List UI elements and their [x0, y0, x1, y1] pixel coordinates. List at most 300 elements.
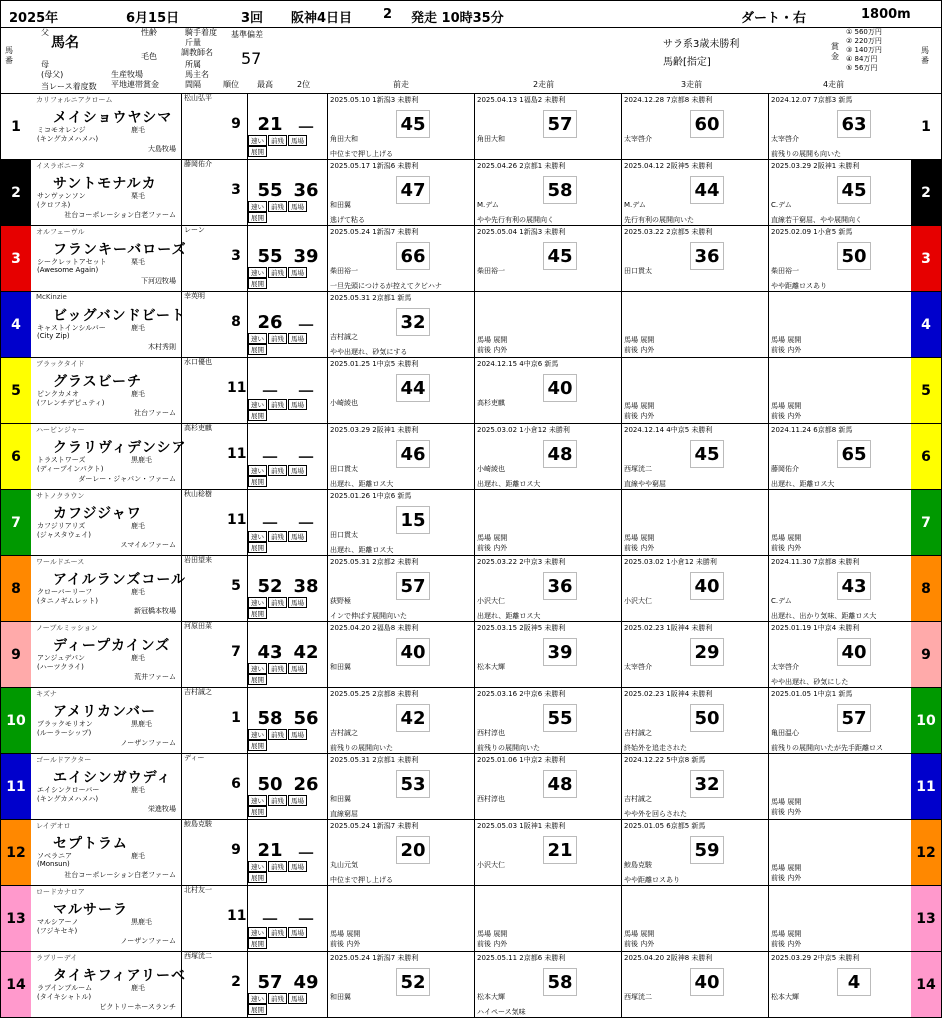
tag: 馬場 [288, 399, 307, 410]
race-note: やや先行有利の展開向く [477, 216, 554, 224]
sire: イスラボニータ [36, 162, 85, 170]
race-date: 2025.03.02 1小倉12 未勝利 [624, 558, 717, 566]
race-date: 2025.05.25 2京都8 未勝利 [330, 690, 419, 698]
second-score: 49 [293, 972, 319, 993]
race-jockey: 柴田裕一 [771, 267, 799, 275]
horse-name: フランキーバローズ [53, 242, 187, 258]
race-jockey: C.デム [771, 201, 792, 209]
horse-row [0, 358, 942, 424]
rank: 11 [227, 446, 247, 462]
tag: 速い [248, 333, 267, 344]
race-note: 出遅れ、出かり気味、距離ロス大 [771, 612, 877, 620]
horse-name: サントモナルカ [53, 176, 157, 192]
horse-name: ディープカインズ [53, 638, 171, 654]
rank: 7 [231, 644, 241, 660]
coat-color: 鹿毛 [131, 852, 145, 860]
race-note: 出遅れ、距離ロス大 [330, 546, 394, 554]
race-cell [621, 160, 768, 225]
owner: 荒井ファーム [134, 673, 176, 681]
owner: 大島牧場 [148, 145, 176, 153]
race-note: 直線窮屈 [330, 810, 358, 818]
race-date: 2025.03.29 2阪神1 未勝利 [330, 426, 419, 434]
jockey: 鮫島克駿 [184, 820, 212, 828]
race-cell [621, 952, 768, 1017]
sire: ゴールドアクター [36, 756, 92, 764]
horse-number: 2 [1, 160, 31, 225]
coat-color: 栗毛 [131, 192, 145, 200]
dam: エイシンクローバー [37, 786, 100, 794]
tag: 前後 内外 [624, 940, 655, 948]
damsire: (Awesome Again) [37, 266, 99, 274]
race-score: 40 [690, 968, 724, 996]
race-date: 2025.01.05 1中京1 新馬 [771, 690, 853, 698]
race-note: 出遅れ、距離ロス大 [330, 480, 394, 488]
race-note: 前残りの展開向いた [330, 744, 393, 752]
second-score: － [297, 118, 315, 139]
race-cell [474, 820, 621, 885]
race-score: 57 [837, 704, 871, 732]
horse-row [0, 160, 942, 226]
owner: 社台ファーム [134, 409, 176, 417]
race-note: 中位まで押し上げる [330, 876, 393, 884]
horse-name: タイキフィアリーベ [53, 968, 187, 984]
race-date: 2025.03.22 2中京3 未勝利 [477, 558, 566, 566]
tag: 前残 [268, 531, 287, 542]
tag: 馬場 展開 [624, 336, 655, 344]
race-note: 先行有利の展開向いた [624, 216, 694, 224]
horse-number-right: 11 [911, 754, 941, 819]
jockey-cell [181, 754, 227, 819]
horse-row [0, 886, 942, 952]
race-note: 出遅れ、距離ロス大 [477, 612, 541, 620]
race-date: 2025.03.29 2中京5 未勝利 [771, 954, 860, 962]
uma-label-right: 馬番 [921, 46, 929, 65]
dam: マルシアーノ [37, 918, 79, 926]
round: 3回 [241, 11, 264, 26]
race-jockey: 田口貫太 [624, 267, 652, 275]
best-score: 58 [257, 708, 283, 729]
race-cell [768, 952, 915, 1017]
tag: 前残 [268, 729, 287, 740]
race-cell [327, 952, 474, 1017]
race-score: 40 [543, 374, 577, 402]
damsire: (クロフネ) [37, 201, 71, 209]
second-score: 39 [293, 246, 319, 267]
race-jockey: 柴田裕一 [330, 267, 358, 275]
second-score: 36 [293, 180, 319, 201]
race-date: 2025.04.12 2阪神5 未勝利 [624, 162, 713, 170]
race-score: 57 [543, 110, 577, 138]
label-name: 馬名 [51, 35, 79, 51]
race-jockey: 太宰啓介 [771, 135, 799, 143]
race-score: 43 [837, 572, 871, 600]
coat-color: 鹿毛 [131, 522, 145, 530]
coat-color: 黒鹿毛 [131, 720, 152, 728]
second-score: － [297, 448, 315, 469]
tag: 速い [248, 663, 267, 674]
race-cell [621, 820, 768, 885]
jockey: 河原田菜 [184, 622, 212, 630]
rank: 1 [231, 710, 241, 726]
label-trainer: 調教師名 [181, 48, 213, 57]
race-date: 2025.01.06 1中京2 未勝利 [477, 756, 566, 764]
race-score: 55 [543, 704, 577, 732]
damsire: (City Zip) [37, 332, 70, 340]
race-jockey: 和田翼 [330, 201, 351, 209]
label-stable: 所属 [185, 60, 201, 69]
horse-number: 13 [1, 886, 31, 951]
race-cell [327, 424, 474, 489]
sire: カリフォルニアクローム [36, 96, 113, 104]
horse-number-right: 7 [911, 490, 941, 555]
tag: 前残 [268, 333, 287, 344]
coat-color: 鹿毛 [131, 126, 145, 134]
jockey-cell [181, 688, 227, 753]
tag: 展開 [248, 212, 267, 223]
tag: 展開 [248, 146, 267, 157]
tag: 前残 [268, 201, 287, 212]
tag: 展開 [248, 278, 267, 289]
jockey-cell [181, 160, 227, 225]
race-note: 前残りの展開も向いた [771, 150, 841, 158]
best-score: 50 [257, 774, 283, 795]
race-jockey: 和田翼 [330, 795, 351, 803]
second-score: － [297, 316, 315, 337]
owner: ノーザンファーム [120, 937, 176, 945]
race-jockey: 太宰啓介 [624, 135, 652, 143]
jockey: レーン [184, 226, 205, 234]
race-cell-empty [621, 490, 768, 555]
tag: 前後 内外 [771, 874, 802, 882]
race-cell [327, 292, 474, 357]
tag: 馬場 [288, 795, 307, 806]
coat-color: 鹿毛 [131, 984, 145, 992]
race-cell [474, 556, 621, 621]
second-score: － [297, 910, 315, 931]
race-score: 4 [837, 968, 871, 996]
race-score: 39 [543, 638, 577, 666]
race-jockey: 鮫島克駿 [624, 861, 652, 869]
col-rank: 順位 [223, 80, 239, 89]
race-cell [474, 358, 621, 423]
tag: 馬場 展開 [477, 930, 508, 938]
race-date: 2024.12.22 5中京8 新馬 [624, 756, 706, 764]
coat-color: 黒鹿毛 [131, 918, 152, 926]
race-date: 2025.04.20 2阪神8 未勝利 [624, 954, 713, 962]
race-cell [768, 688, 915, 753]
col-best: 最高 [257, 80, 273, 89]
race-cell [768, 622, 915, 687]
best-score: 43 [257, 642, 283, 663]
race-jockey: 田口貫太 [330, 465, 358, 473]
damsire: (ハーツクライ) [37, 663, 84, 671]
col-race3: 3走前 [681, 80, 703, 89]
race-cell [327, 358, 474, 423]
owner: 新冠橋本牧場 [134, 607, 176, 615]
race-note: やや出遅れ、砂気にする [330, 348, 408, 356]
race-cell-empty [768, 358, 915, 423]
dam: トラストワーズ [37, 456, 86, 464]
tag: 馬場 展開 [624, 402, 655, 410]
label-owner: 馬主名 [185, 70, 209, 79]
race-cell [768, 94, 915, 159]
year: 2025年 [9, 11, 59, 26]
race-cell [327, 556, 474, 621]
race-jockey: 角田大和 [477, 135, 505, 143]
race-cell-empty [474, 886, 621, 951]
race-score: 53 [396, 770, 430, 798]
race-cell [474, 688, 621, 753]
jockey-cell [181, 820, 227, 885]
sire: オルフェーヴル [36, 228, 85, 236]
race-date: 2025.03.16 2中京6 未勝利 [477, 690, 566, 698]
race-score: 59 [690, 836, 724, 864]
horse-number: 6 [1, 424, 31, 489]
damsire: (タニノギムレット) [37, 597, 99, 605]
score-cell [247, 886, 327, 951]
race-date: 2025.05.17 1新潟6 未勝利 [330, 162, 419, 170]
race-cell [621, 754, 768, 819]
date: 6月15日 [126, 11, 180, 26]
score-cell [247, 292, 327, 357]
race-cell [327, 688, 474, 753]
horse-number: 12 [1, 820, 31, 885]
jockey: 秋山稔樹 [184, 490, 212, 498]
dam: シークレットアセット [37, 258, 107, 266]
score-cell [247, 556, 327, 621]
label-color: 毛色 [141, 52, 157, 61]
race-jockey: 和田翼 [330, 663, 351, 671]
race-cell [327, 622, 474, 687]
tag: 馬場 展開 [771, 864, 802, 872]
label-interval: 間隔 [185, 80, 201, 89]
horse-name: クラリヴィデンシア [53, 440, 187, 456]
dam: ピンクカメオ [37, 390, 79, 398]
race-score: 52 [396, 968, 430, 996]
race-jockey: 丸山元気 [330, 861, 358, 869]
tag: 馬場 展開 [771, 798, 802, 806]
tag: 展開 [248, 344, 267, 355]
owner: ビクトリーホースランチ [99, 1003, 176, 1011]
race-date: 2025.05.24 1新潟7 未勝利 [330, 228, 419, 236]
race-jockey: 太宰啓介 [624, 663, 652, 671]
tag: 馬場 展開 [771, 402, 802, 410]
race-cell [621, 688, 768, 753]
best-score: 52 [257, 576, 283, 597]
score-cell [247, 820, 327, 885]
tag: 馬場 [288, 135, 307, 146]
rank: 3 [231, 182, 241, 198]
race-score: 48 [543, 440, 577, 468]
horse-number: 14 [1, 952, 31, 1017]
race-cell [474, 754, 621, 819]
race-date: 2025.05.04 1新潟3 未勝利 [477, 228, 566, 236]
tag: 展開 [248, 608, 267, 619]
best-score: 55 [257, 246, 283, 267]
tag: 馬場 展開 [771, 534, 802, 542]
race-date: 2025.03.15 2阪神5 未勝利 [477, 624, 566, 632]
horse-name: エイシンガウディ [53, 770, 172, 786]
col-race1: 前走 [393, 80, 409, 89]
race-score: 45 [837, 176, 871, 204]
prize-1: ① 560万円 [846, 28, 882, 36]
tag: 馬場 展開 [330, 930, 361, 938]
race-cell [621, 424, 768, 489]
jockey: 西塚洸二 [184, 952, 212, 960]
race-score: 65 [837, 440, 871, 468]
score-cell [247, 688, 327, 753]
race-note: 出遅れ、距離ロス大 [477, 480, 541, 488]
best-score: 26 [257, 312, 283, 333]
label-breeder: 生産牧場 [111, 70, 143, 79]
race-score: 40 [396, 638, 430, 666]
race-number: 2 [383, 7, 393, 22]
race-score: 58 [543, 968, 577, 996]
jockey: 岩田望来 [184, 556, 212, 564]
tag: 展開 [248, 938, 267, 949]
distance: 1800m [861, 7, 911, 22]
horse-name: カフジジャワ [53, 506, 142, 522]
tag: 展開 [248, 740, 267, 751]
race-score: 45 [543, 242, 577, 270]
tag: 前後 内外 [330, 940, 361, 948]
race-jockey: 西村淳也 [477, 795, 505, 803]
race-score: 60 [690, 110, 724, 138]
jockey-cell [181, 226, 227, 291]
race-score: 40 [690, 572, 724, 600]
damsire: (ジャスタウェイ) [37, 531, 92, 539]
tag: 馬場 [288, 927, 307, 938]
race-score: 66 [396, 242, 430, 270]
jockey-cell [181, 94, 227, 159]
owner: スマイルファーム [120, 541, 176, 549]
prize-2: ② 220万円 [846, 37, 882, 45]
race-note: 直線若干窮屈、やや展開向く [771, 216, 862, 224]
rank: 2 [231, 974, 241, 990]
race-score: 36 [543, 572, 577, 600]
race-jockey: 吉村誠之 [624, 729, 652, 737]
jockey-cell [181, 292, 227, 357]
tag: 馬場 展開 [477, 336, 508, 344]
horse-row [0, 424, 942, 490]
jockey: ディー [184, 754, 205, 762]
race-note: 前残りの展開向いた [477, 744, 540, 752]
tag: 前後 内外 [771, 808, 802, 816]
tag: 前残 [268, 135, 287, 146]
horse-number-right: 5 [911, 358, 941, 423]
race-date: 2025.05.24 1新潟7 未勝利 [330, 822, 419, 830]
race-date: 2025.02.23 1阪神4 未勝利 [624, 624, 713, 632]
horse-number: 3 [1, 226, 31, 291]
race-jockey: 吉村誠之 [624, 795, 652, 803]
tag: 前残 [268, 399, 287, 410]
race-handicap: 馬齢[指定] [663, 57, 711, 68]
race-cell-empty [621, 292, 768, 357]
horse-name: ビッグバンドビート [53, 308, 187, 324]
race-score: 63 [837, 110, 871, 138]
damsire: (フレンチデピュティ) [37, 399, 105, 407]
race-score: 50 [837, 242, 871, 270]
sire: ロードカナロア [36, 888, 85, 896]
race-cell-empty [768, 820, 915, 885]
tag: 馬場 [288, 663, 307, 674]
best-score: － [261, 514, 279, 535]
owner: 下河辺牧場 [141, 277, 176, 285]
race-date: 2025.01.26 1中京6 新馬 [330, 492, 412, 500]
prize-3: ③ 140万円 [846, 46, 882, 54]
race-date: 2025.04.13 1福島2 未勝利 [477, 96, 566, 104]
race-date: 2025.02.23 1阪神4 未勝利 [624, 690, 713, 698]
race-cell [768, 226, 915, 291]
race-jockey: 亀田温心 [771, 729, 799, 737]
horse-number: 1 [1, 94, 31, 159]
tag: 馬場 [288, 531, 307, 542]
race-score: 21 [543, 836, 577, 864]
horse-number-right: 4 [911, 292, 941, 357]
race-jockey: 吉村誠之 [330, 333, 358, 341]
owner: ノーザンファーム [120, 739, 176, 747]
race-score: 58 [543, 176, 577, 204]
horse-row [0, 688, 942, 754]
race-cell-empty [474, 292, 621, 357]
tag: 馬場 [288, 597, 307, 608]
coat-color: 鹿毛 [131, 786, 145, 794]
race-jockey: 柴田裕一 [477, 267, 505, 275]
second-score: － [297, 382, 315, 403]
sire: レイデオロ [36, 822, 71, 830]
horse-number: 7 [1, 490, 31, 555]
race-cell [474, 424, 621, 489]
race-cell [621, 94, 768, 159]
owner: 社台コーポレーション白老ファーム [64, 871, 176, 879]
race-header [0, 0, 942, 28]
race-date: 2025.03.29 2阪神1 未勝利 [771, 162, 860, 170]
tag: 展開 [248, 806, 267, 817]
score-cell [247, 490, 327, 555]
tag: 速い [248, 729, 267, 740]
second-score: － [297, 514, 315, 535]
race-note: 逃げて粘る [330, 216, 365, 224]
score-cell [247, 622, 327, 687]
best-score: 57 [257, 972, 283, 993]
race-date: 2024.12.07 7京都3 新馬 [771, 96, 853, 104]
race-date: 2025.05.31 2京都1 未勝利 [330, 756, 419, 764]
jockey: 幸英明 [184, 292, 205, 300]
horse-number-right: 12 [911, 820, 941, 885]
owner: 栄進牧場 [148, 805, 176, 813]
rank: 9 [231, 116, 241, 132]
race-date: 2025.03.02 1小倉12 未勝利 [477, 426, 570, 434]
race-jockey: 高杉吏麒 [477, 399, 505, 407]
tag: 前後 内外 [477, 544, 508, 552]
horse-number-right: 10 [911, 688, 941, 753]
race-jockey: 吉村誠之 [330, 729, 358, 737]
race-jockey: 西塚洸二 [624, 465, 652, 473]
tag: 速い [248, 993, 267, 1004]
damsire: (Monsun) [37, 860, 70, 868]
kijun-value: 57 [241, 49, 262, 68]
best-score: － [261, 382, 279, 403]
race-jockey: 角田大和 [330, 135, 358, 143]
horse-name: セプトラム [53, 836, 128, 852]
race-date: 2024.12.15 4中京6 新馬 [477, 360, 559, 368]
prize-label: 賞金 [831, 42, 839, 61]
race-cell-empty [768, 754, 915, 819]
tag: 速い [248, 267, 267, 278]
best-score: 21 [257, 114, 283, 135]
race-note: ハイペース気味 [477, 1008, 526, 1016]
tag: 馬場 [288, 729, 307, 740]
